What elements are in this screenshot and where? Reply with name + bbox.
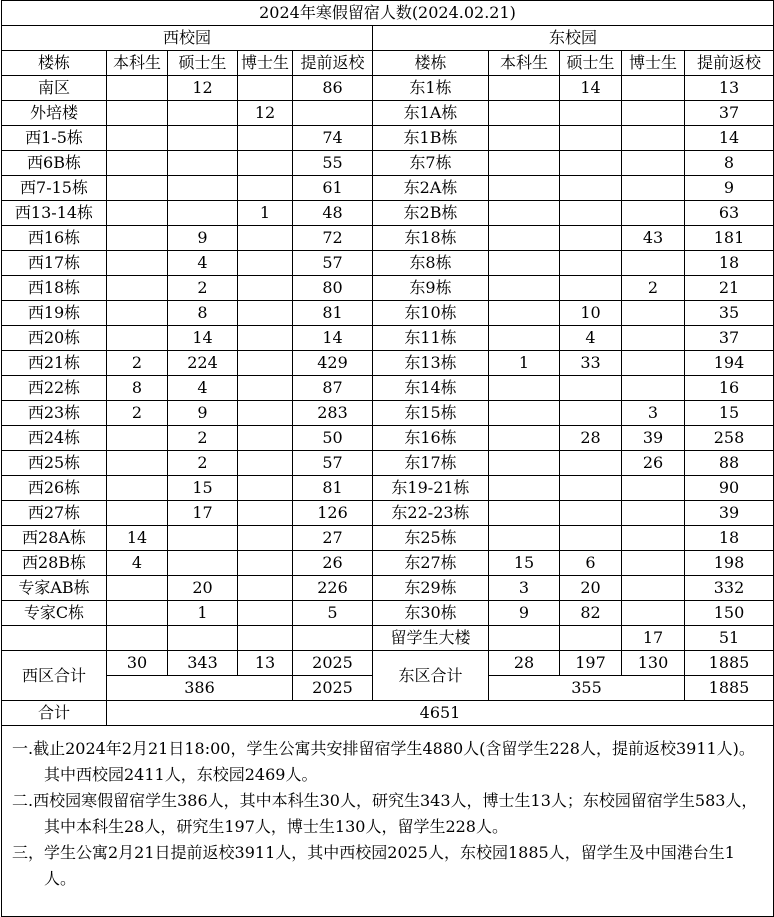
table-row [2, 551, 774, 576]
east-master-cell [560, 201, 622, 226]
west-master-cell [168, 101, 238, 126]
west-early-cell: 126 [293, 501, 373, 526]
west-undergrad-cell [107, 476, 168, 501]
east-master-cell [560, 101, 622, 126]
west-building-cell: 西26栋 [2, 476, 107, 501]
east-total-label: 东区合计 [373, 651, 489, 701]
west-undergrad-cell: 4 [107, 551, 168, 576]
west-master-cell: 2 [168, 426, 238, 451]
west-early-cell [293, 101, 373, 126]
east-early-cell: 198 [685, 551, 774, 576]
west-building-cell: 西19栋 [2, 301, 107, 326]
west-building-cell: 西7-15栋 [2, 176, 107, 201]
east-early-cell: 9 [685, 176, 774, 201]
west-phd-cell [238, 301, 293, 326]
west-early-cell: 61 [293, 176, 373, 201]
east-building-cell: 东19-21栋 [373, 476, 489, 501]
east-master-cell [560, 626, 622, 651]
east-master-cell [560, 151, 622, 176]
west-phd-cell [238, 126, 293, 151]
east-building-cell: 东10栋 [373, 301, 489, 326]
west-master-cell: 20 [168, 576, 238, 601]
west-phd-cell [238, 526, 293, 551]
west-master-cell [168, 126, 238, 151]
east-undergrad-cell [489, 526, 560, 551]
east-master-cell: 6 [560, 551, 622, 576]
east-undergrad-cell [489, 376, 560, 401]
east-early-cell: 90 [685, 476, 774, 501]
west-building-cell: 西16栋 [2, 226, 107, 251]
west-phd-cell [238, 326, 293, 351]
east-early-cell: 88 [685, 451, 774, 476]
east-early-cell: 35 [685, 301, 774, 326]
east-undergrad-cell [489, 301, 560, 326]
col-building-east: 楼栋 [373, 51, 489, 76]
west-early-cell: 86 [293, 76, 373, 101]
east-early-cell: 37 [685, 101, 774, 126]
west-building-cell: 西23栋 [2, 401, 107, 426]
west-building-cell: 西22栋 [2, 376, 107, 401]
west-building-cell: 西1-5栋 [2, 126, 107, 151]
east-master-cell: 28 [560, 426, 622, 451]
east-undergrad-cell [489, 201, 560, 226]
west-building-cell: 西21栋 [2, 351, 107, 376]
west-master-cell [168, 151, 238, 176]
west-undergrad-cell: 8 [107, 376, 168, 401]
east-early-cell: 63 [685, 201, 774, 226]
west-undergrad-cell [107, 201, 168, 226]
west-early-cell: 48 [293, 201, 373, 226]
table-row [2, 426, 774, 451]
east-early-cell: 194 [685, 351, 774, 376]
west-building-cell: 西28B栋 [2, 551, 107, 576]
west-building-cell: 西20栋 [2, 326, 107, 351]
east-phd-cell [622, 501, 685, 526]
west-phd-cell [238, 151, 293, 176]
east-total-early: 1885 [685, 651, 774, 676]
east-master-cell [560, 476, 622, 501]
note-2: 二.西校园寒假留宿学生386人，其中本科生30人，研究生343人，博士生13人；东校园留宿学生583人，其中本科生28人，研究生197人，博士生130人，留学生228人。 [12, 791, 758, 836]
table-row [2, 626, 774, 651]
east-phd-cell [622, 251, 685, 276]
east-undergrad-cell: 15 [489, 551, 560, 576]
east-building-cell: 东7栋 [373, 151, 489, 176]
west-master-cell [168, 626, 238, 651]
west-building-cell: 西17栋 [2, 251, 107, 276]
east-building-cell: 东13栋 [373, 351, 489, 376]
west-phd-cell [238, 76, 293, 101]
east-phd-cell [622, 526, 685, 551]
west-campus-header: 西校园 [2, 26, 373, 51]
east-phd-cell [622, 476, 685, 501]
table-row [2, 276, 774, 301]
west-phd-cell [238, 226, 293, 251]
east-building-cell: 东25栋 [373, 526, 489, 551]
west-total-label: 西区合计 [2, 651, 107, 701]
west-building-cell: 西18栋 [2, 276, 107, 301]
table-row [2, 401, 774, 426]
table-row [2, 526, 774, 551]
west-phd-cell [238, 351, 293, 376]
west-building-cell [2, 626, 107, 651]
east-phd-cell [622, 301, 685, 326]
grand-total-label: 合计 [2, 701, 107, 726]
notes-block [2, 726, 774, 917]
east-early-cell: 39 [685, 501, 774, 526]
east-building-cell: 东1栋 [373, 76, 489, 101]
west-building-cell: 南区 [2, 76, 107, 101]
west-master-cell: 8 [168, 301, 238, 326]
west-early-cell: 26 [293, 551, 373, 576]
west-master-cell: 12 [168, 76, 238, 101]
west-phd-cell [238, 626, 293, 651]
table-row [2, 201, 774, 226]
east-building-cell: 东27栋 [373, 551, 489, 576]
col-undergrad-east: 本科生 [489, 51, 560, 76]
east-undergrad-cell [489, 126, 560, 151]
col-phd-west: 博士生 [238, 51, 293, 76]
east-undergrad-cell: 3 [489, 576, 560, 601]
west-early-cell: 57 [293, 451, 373, 476]
table-row [2, 151, 774, 176]
west-undergrad-cell [107, 251, 168, 276]
east-building-cell: 东11栋 [373, 326, 489, 351]
west-undergrad-cell [107, 501, 168, 526]
east-building-cell: 东1A栋 [373, 101, 489, 126]
page-title: 2024年寒假留宿人数(2024.02.21) [2, 1, 774, 26]
west-total-combined: 386 [107, 676, 293, 701]
col-master-east: 硕士生 [560, 51, 622, 76]
east-master-cell: 4 [560, 326, 622, 351]
east-master-cell [560, 451, 622, 476]
west-undergrad-cell [107, 276, 168, 301]
west-master-cell: 2 [168, 276, 238, 301]
east-master-cell [560, 526, 622, 551]
column-header-row [2, 51, 774, 76]
west-building-cell: 西13-14栋 [2, 201, 107, 226]
west-early-cell: 57 [293, 251, 373, 276]
west-early-cell: 80 [293, 276, 373, 301]
west-undergrad-cell [107, 576, 168, 601]
col-building-west: 楼栋 [2, 51, 107, 76]
table-row [2, 451, 774, 476]
west-undergrad-cell [107, 301, 168, 326]
east-phd-cell [622, 601, 685, 626]
east-phd-cell [622, 326, 685, 351]
west-phd-cell [238, 401, 293, 426]
table-row [2, 126, 774, 151]
west-master-cell: 9 [168, 226, 238, 251]
west-early-cell: 5 [293, 601, 373, 626]
east-phd-cell: 17 [622, 626, 685, 651]
west-early-cell: 74 [293, 126, 373, 151]
east-early-cell: 332 [685, 576, 774, 601]
east-phd-cell: 39 [622, 426, 685, 451]
west-phd-cell [238, 476, 293, 501]
east-early-cell: 15 [685, 401, 774, 426]
west-total-phd: 13 [238, 651, 293, 676]
east-building-cell: 东16栋 [373, 426, 489, 451]
west-master-cell [168, 551, 238, 576]
east-phd-cell [622, 576, 685, 601]
table-row [2, 301, 774, 326]
east-master-cell: 82 [560, 601, 622, 626]
table-row [2, 376, 774, 401]
east-building-cell: 留学生大楼 [373, 626, 489, 651]
table-row [2, 351, 774, 376]
east-early-cell: 14 [685, 126, 774, 151]
east-undergrad-cell [489, 226, 560, 251]
east-building-cell: 东8栋 [373, 251, 489, 276]
west-phd-cell [238, 176, 293, 201]
east-master-cell [560, 126, 622, 151]
east-early-cell: 181 [685, 226, 774, 251]
east-early-cell: 8 [685, 151, 774, 176]
west-phd-cell [238, 426, 293, 451]
east-master-cell [560, 501, 622, 526]
east-phd-cell [622, 76, 685, 101]
west-early-cell: 226 [293, 576, 373, 601]
east-phd-cell [622, 201, 685, 226]
west-undergrad-cell [107, 626, 168, 651]
west-building-cell: 西25栋 [2, 451, 107, 476]
east-phd-cell [622, 101, 685, 126]
east-total-phd: 130 [622, 651, 685, 676]
east-building-cell: 东1B栋 [373, 126, 489, 151]
west-master-cell: 4 [168, 251, 238, 276]
west-early-cell: 429 [293, 351, 373, 376]
west-master-cell: 1 [168, 601, 238, 626]
east-undergrad-cell [489, 501, 560, 526]
west-total-early: 2025 [293, 651, 373, 676]
west-building-cell: 专家AB栋 [2, 576, 107, 601]
west-master-cell [168, 201, 238, 226]
east-early-cell: 13 [685, 76, 774, 101]
table-row [2, 501, 774, 526]
east-undergrad-cell [489, 626, 560, 651]
west-master-cell: 15 [168, 476, 238, 501]
east-building-cell: 东17栋 [373, 451, 489, 476]
west-phd-cell [238, 501, 293, 526]
east-early-cell: 37 [685, 326, 774, 351]
east-master-cell: 20 [560, 576, 622, 601]
west-early-cell: 87 [293, 376, 373, 401]
east-early-cell: 16 [685, 376, 774, 401]
east-phd-cell: 2 [622, 276, 685, 301]
west-phd-cell [238, 576, 293, 601]
west-early-cell: 14 [293, 326, 373, 351]
east-phd-cell [622, 551, 685, 576]
west-phd-cell: 12 [238, 101, 293, 126]
west-early-cell: 50 [293, 426, 373, 451]
west-undergrad-cell: 2 [107, 351, 168, 376]
east-undergrad-cell [489, 101, 560, 126]
col-undergrad-west: 本科生 [107, 51, 168, 76]
table-row [2, 601, 774, 626]
east-phd-cell: 43 [622, 226, 685, 251]
table-row [2, 101, 774, 126]
east-early-cell: 258 [685, 426, 774, 451]
west-undergrad-cell [107, 101, 168, 126]
east-early-cell: 51 [685, 626, 774, 651]
table-row [2, 251, 774, 276]
east-building-cell: 东29栋 [373, 576, 489, 601]
west-building-cell: 西6B栋 [2, 151, 107, 176]
east-master-cell [560, 276, 622, 301]
west-phd-cell [238, 376, 293, 401]
east-undergrad-cell [489, 251, 560, 276]
east-building-cell: 东30栋 [373, 601, 489, 626]
west-building-cell: 西24栋 [2, 426, 107, 451]
east-undergrad-cell: 1 [489, 351, 560, 376]
east-phd-cell [622, 351, 685, 376]
table-row [2, 176, 774, 201]
west-undergrad-cell: 2 [107, 401, 168, 426]
east-undergrad-cell [489, 276, 560, 301]
west-undergrad-cell [107, 326, 168, 351]
west-early-cell: 81 [293, 301, 373, 326]
west-master-cell: 2 [168, 451, 238, 476]
west-building-cell: 西28A栋 [2, 526, 107, 551]
west-early-cell: 27 [293, 526, 373, 551]
west-master-cell [168, 176, 238, 201]
east-undergrad-cell [489, 151, 560, 176]
east-master-cell: 10 [560, 301, 622, 326]
west-undergrad-cell [107, 126, 168, 151]
west-building-cell: 西27栋 [2, 501, 107, 526]
west-undergrad-cell [107, 451, 168, 476]
west-undergrad-cell [107, 426, 168, 451]
east-undergrad-cell: 9 [489, 601, 560, 626]
east-building-cell: 东9栋 [373, 276, 489, 301]
west-undergrad-cell [107, 226, 168, 251]
east-master-cell [560, 401, 622, 426]
east-phd-cell [622, 126, 685, 151]
west-master-cell [168, 526, 238, 551]
west-undergrad-cell [107, 176, 168, 201]
east-undergrad-cell [489, 176, 560, 201]
table-row [2, 476, 774, 501]
east-total-master: 197 [560, 651, 622, 676]
east-undergrad-cell [489, 426, 560, 451]
west-total-master: 343 [168, 651, 238, 676]
west-undergrad-cell: 14 [107, 526, 168, 551]
east-master-cell [560, 251, 622, 276]
east-total-early-2: 1885 [685, 676, 774, 701]
col-early-east: 提前返校 [685, 51, 774, 76]
table-row [2, 326, 774, 351]
west-phd-cell [238, 251, 293, 276]
west-undergrad-cell [107, 601, 168, 626]
dormitory-table [1, 0, 774, 917]
east-phd-cell: 3 [622, 401, 685, 426]
west-early-cell: 283 [293, 401, 373, 426]
east-master-cell: 33 [560, 351, 622, 376]
west-undergrad-cell [107, 76, 168, 101]
east-undergrad-cell [489, 476, 560, 501]
west-total-early-2: 2025 [293, 676, 373, 701]
east-building-cell: 东18栋 [373, 226, 489, 251]
east-building-cell: 东22-23栋 [373, 501, 489, 526]
east-phd-cell: 26 [622, 451, 685, 476]
col-phd-east: 博士生 [622, 51, 685, 76]
east-undergrad-cell [489, 76, 560, 101]
col-early-west: 提前返校 [293, 51, 373, 76]
east-undergrad-cell [489, 451, 560, 476]
east-undergrad-cell [489, 326, 560, 351]
table-row [2, 76, 774, 101]
east-phd-cell [622, 376, 685, 401]
west-master-cell: 17 [168, 501, 238, 526]
east-building-cell: 东2A栋 [373, 176, 489, 201]
west-early-cell: 81 [293, 476, 373, 501]
west-master-cell: 14 [168, 326, 238, 351]
west-early-cell: 55 [293, 151, 373, 176]
table-row [2, 226, 774, 251]
col-master-west: 硕士生 [168, 51, 238, 76]
east-building-cell: 东15栋 [373, 401, 489, 426]
west-master-cell: 4 [168, 376, 238, 401]
east-undergrad-cell [489, 401, 560, 426]
west-phd-cell [238, 601, 293, 626]
west-building-cell: 专家C栋 [2, 601, 107, 626]
west-building-cell: 外培楼 [2, 101, 107, 126]
east-early-cell: 21 [685, 276, 774, 301]
east-master-cell [560, 176, 622, 201]
east-phd-cell [622, 151, 685, 176]
east-master-cell: 14 [560, 76, 622, 101]
table-row [2, 576, 774, 601]
east-total-combined: 355 [489, 676, 685, 701]
west-phd-cell: 1 [238, 201, 293, 226]
west-early-cell [293, 626, 373, 651]
east-total-undergrad: 28 [489, 651, 560, 676]
west-phd-cell [238, 451, 293, 476]
east-building-cell: 东2B栋 [373, 201, 489, 226]
east-master-cell [560, 226, 622, 251]
east-master-cell [560, 376, 622, 401]
note-3: 三，学生公寓2月21日提前返校3911人，其中西校园2025人，东校园1885人，留学生及中国港台生1人。 [12, 843, 735, 888]
grand-total-value: 4651 [107, 701, 774, 726]
note-1: 一.截止2024年2月21日18:00，学生公寓共安排留宿学生4880人(含留学生228人，提前返校3911人)。其中西校园2411人，东校园2469人。 [12, 739, 755, 784]
east-early-cell: 18 [685, 526, 774, 551]
west-undergrad-cell [107, 151, 168, 176]
east-campus-header: 东校园 [373, 26, 774, 51]
east-building-cell: 东14栋 [373, 376, 489, 401]
west-phd-cell [238, 551, 293, 576]
east-phd-cell [622, 176, 685, 201]
west-total-undergrad: 30 [107, 651, 168, 676]
east-early-cell: 150 [685, 601, 774, 626]
east-early-cell: 18 [685, 251, 774, 276]
west-master-cell: 224 [168, 351, 238, 376]
west-early-cell: 72 [293, 226, 373, 251]
west-phd-cell [238, 276, 293, 301]
west-master-cell: 9 [168, 401, 238, 426]
